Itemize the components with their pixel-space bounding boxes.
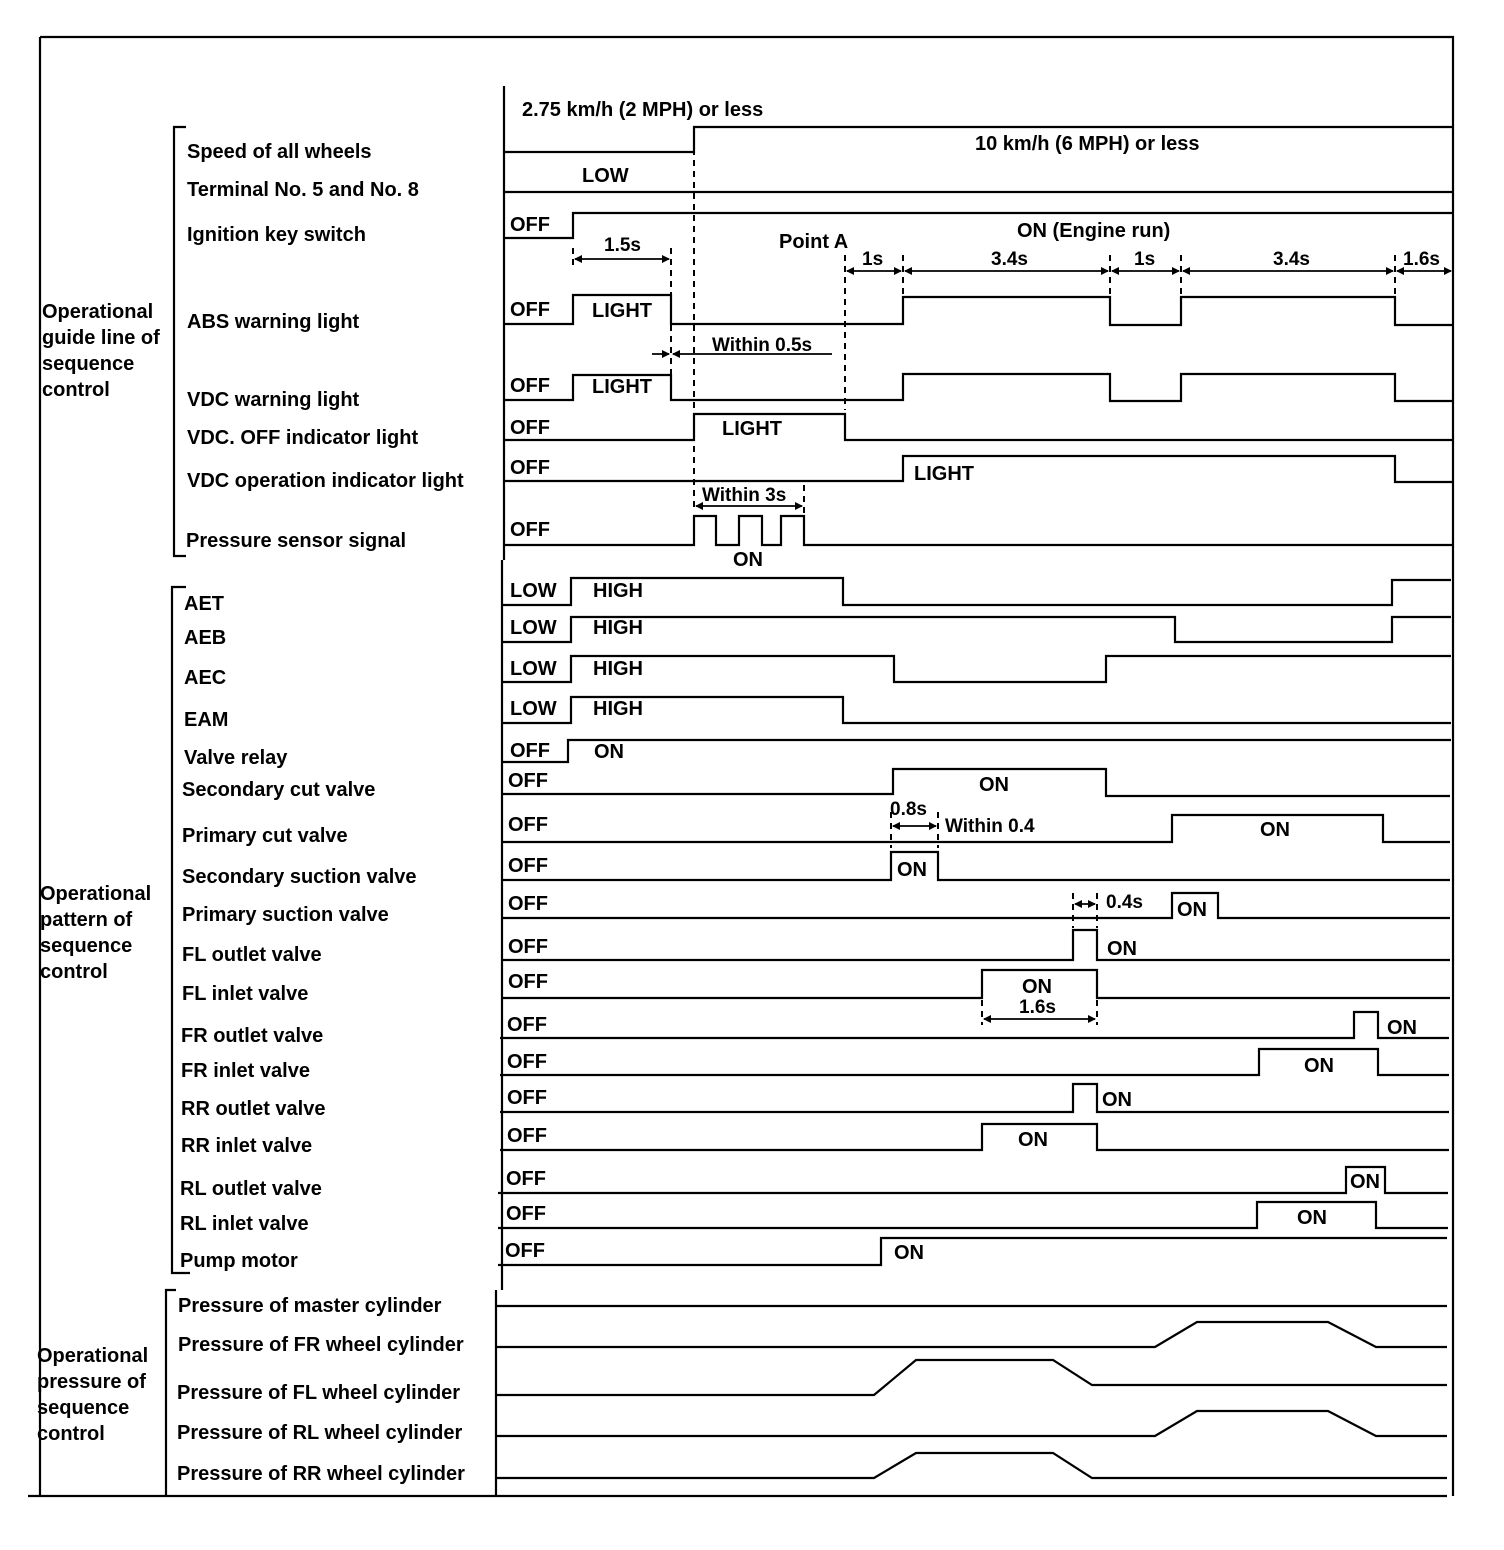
wave-secondary-suction <box>502 852 1450 880</box>
time-1-5s: 1.5s <box>604 235 641 256</box>
state-rl-inlet-on: ON <box>1297 1207 1327 1229</box>
time-within-3s: Within 3s <box>702 485 787 506</box>
state-rl-inlet-off: OFF <box>506 1203 546 1225</box>
wave-rr-inlet <box>500 1124 1449 1150</box>
wave-rr-wheel-cylinder <box>496 1453 1447 1478</box>
wave-primary-suction <box>502 893 1450 918</box>
state-fr-inlet-off: OFF <box>507 1051 547 1073</box>
signal-primary-suction-label: Primary suction valve <box>182 904 389 926</box>
bracket-guide <box>174 127 186 556</box>
state-abs-light: LIGHT <box>592 300 652 322</box>
state-vdc-warning-light: LIGHT <box>592 376 652 398</box>
time-3-4s-b: 3.4s <box>1273 249 1310 270</box>
signal-fl-outlet-label: FL outlet valve <box>182 944 322 966</box>
time-1s-b: 1s <box>1134 249 1156 270</box>
state-valve-relay-on: ON <box>594 741 624 763</box>
time-1-6s-b: 1.6s <box>1019 997 1056 1018</box>
wave-pressure-sensor <box>504 516 1453 545</box>
speed-threshold-high: 10 km/h (6 MPH) or less <box>975 133 1200 155</box>
time-within-0-5s: Within 0.5s <box>712 335 813 356</box>
state-aec-high: HIGH <box>593 658 643 680</box>
signal-secondary-cut-label: Secondary cut valve <box>182 779 376 801</box>
state-primary-suction-off: OFF <box>508 893 548 915</box>
state-aec-low: LOW <box>510 658 557 680</box>
signal-ignition-label: Ignition key switch <box>187 224 366 246</box>
signal-terminal-label: Terminal No. 5 and No. 8 <box>187 179 419 201</box>
column-separator <box>496 86 504 1496</box>
state-fl-outlet-off: OFF <box>508 936 548 958</box>
state-eam-high: HIGH <box>593 698 643 720</box>
state-rl-outlet-on: ON <box>1350 1171 1380 1193</box>
time-1s-a: 1s <box>862 249 884 270</box>
state-abs-off: OFF <box>510 299 550 321</box>
state-pump-motor-on: ON <box>894 1242 924 1264</box>
signal-rr-outlet-label: RR outlet valve <box>181 1098 326 1120</box>
state-rr-inlet-on: ON <box>1018 1129 1048 1151</box>
state-fl-inlet-off: OFF <box>508 971 548 993</box>
state-fl-outlet-on: ON <box>1107 938 1137 960</box>
wave-rl-outlet <box>498 1167 1448 1193</box>
signal-pump-motor-label: Pump motor <box>180 1250 298 1272</box>
wave-aeb <box>502 617 1451 642</box>
bracket-pressure <box>166 1290 176 1496</box>
wave-aec <box>502 656 1451 682</box>
state-primary-suction-on: ON <box>1177 899 1207 921</box>
wave-ignition <box>504 213 1453 238</box>
time-within-0-4: Within 0.4 <box>945 816 1035 837</box>
state-secondary-cut-off: OFF <box>508 770 548 792</box>
wave-fr-wheel-cylinder <box>496 1322 1447 1347</box>
state-valve-relay-off: OFF <box>510 740 550 762</box>
wave-vdc-off <box>504 414 1453 440</box>
state-pressure-sensor-on: ON <box>733 549 763 571</box>
state-vdc-op-off: OFF <box>510 457 550 479</box>
signal-aet-label: AET <box>184 593 224 615</box>
signal-vdc-off-label: VDC. OFF indicator light <box>187 427 419 449</box>
signal-fr-wheel-cylinder-label: Pressure of FR wheel cylinder <box>178 1334 464 1356</box>
signal-master-cylinder-label: Pressure of master cylinder <box>178 1295 442 1317</box>
signal-fl-inlet-label: FL inlet valve <box>182 983 309 1005</box>
signal-vdc-warning-label: VDC warning light <box>187 389 360 411</box>
wave-pump-motor <box>498 1238 1447 1265</box>
wave-fl-wheel-cylinder <box>496 1360 1447 1395</box>
group-guide: Operational guide line of sequence control <box>42 301 160 401</box>
state-vdc-op-light: LIGHT <box>914 463 974 485</box>
point-a-label: Point A <box>779 231 849 253</box>
state-rr-outlet-off: OFF <box>507 1087 547 1109</box>
state-secondary-suction-on: ON <box>897 859 927 881</box>
signal-rr-inlet-label: RR inlet valve <box>181 1135 313 1157</box>
wave-valve-relay <box>502 740 1451 762</box>
state-primary-cut-on: ON <box>1260 819 1290 841</box>
group-pressure: Operational pressure of sequence control <box>37 1345 149 1445</box>
state-rr-inlet-off: OFF <box>507 1125 547 1147</box>
state-secondary-suction-off: OFF <box>508 855 548 877</box>
signal-fl-wheel-cylinder-label: Pressure of FL wheel cylinder <box>177 1382 461 1404</box>
state-vdc-warning-off: OFF <box>510 375 550 397</box>
engine-run-label: ON (Engine run) <box>1017 220 1171 242</box>
signal-fr-outlet-label: FR outlet valve <box>181 1025 324 1047</box>
state-fr-inlet-on: ON <box>1304 1055 1334 1077</box>
wave-vdc-operation <box>504 456 1453 482</box>
signal-pressure-sensor-label: Pressure sensor signal <box>186 530 407 552</box>
wave-fl-outlet <box>502 930 1450 960</box>
wave-rl-wheel-cylinder <box>496 1411 1447 1436</box>
speed-threshold-low: 2.75 km/h (2 MPH) or less <box>522 99 764 121</box>
state-vdc-off-light: LIGHT <box>722 418 782 440</box>
state-pressure-sensor-off: OFF <box>510 519 550 541</box>
signal-secondary-suction-label: Secondary suction valve <box>182 866 417 888</box>
state-fl-inlet-on: ON <box>1022 976 1052 998</box>
signal-aec-label: AEC <box>184 667 227 689</box>
bracket-pattern <box>172 587 190 1273</box>
signal-fr-inlet-label: FR inlet valve <box>181 1060 310 1082</box>
wave-eam <box>502 697 1451 723</box>
state-rl-outlet-off: OFF <box>506 1168 546 1190</box>
wave-fr-outlet <box>500 1012 1449 1038</box>
state-terminal-low: LOW <box>582 165 629 187</box>
wave-secondary-cut <box>502 769 1450 796</box>
state-aet-low: LOW <box>510 580 557 602</box>
time-1-6s-a: 1.6s <box>1403 249 1440 270</box>
state-pump-motor-off: OFF <box>505 1240 545 1262</box>
signal-aeb-label: AEB <box>184 627 227 649</box>
wave-aet <box>502 578 1451 605</box>
state-aeb-low: LOW <box>510 617 557 639</box>
state-primary-cut-off: OFF <box>508 814 548 836</box>
signal-rl-wheel-cylinder-label: Pressure of RL wheel cylinder <box>177 1422 463 1444</box>
state-rr-outlet-on: ON <box>1102 1089 1132 1111</box>
group-pattern: Operational pattern of sequence control <box>40 883 152 983</box>
state-fr-outlet-off: OFF <box>507 1014 547 1036</box>
state-eam-low: LOW <box>510 698 557 720</box>
signal-vdc-operation-label: VDC operation indicator light <box>187 470 464 492</box>
state-fr-outlet-on: ON <box>1387 1017 1417 1039</box>
time-0-8s: 0.8s <box>890 799 927 820</box>
state-ignition-off: OFF <box>510 214 550 236</box>
signal-primary-cut-label: Primary cut valve <box>182 825 348 847</box>
signal-rl-outlet-label: RL outlet valve <box>180 1178 322 1200</box>
wave-fl-inlet <box>502 970 1450 998</box>
state-aeb-high: HIGH <box>593 617 643 639</box>
signal-speed-label: Speed of all wheels <box>187 141 372 163</box>
time-0-4s: 0.4s <box>1106 892 1143 913</box>
state-secondary-cut-on: ON <box>979 774 1009 796</box>
wave-rr-outlet <box>500 1084 1449 1112</box>
signal-rl-inlet-label: RL inlet valve <box>180 1213 309 1235</box>
signal-valve-relay-label: Valve relay <box>184 747 288 769</box>
signal-abs-warning-label: ABS warning light <box>187 311 360 333</box>
signal-rr-wheel-cylinder-label: Pressure of RR wheel cylinder <box>177 1463 465 1485</box>
time-3-4s-a: 3.4s <box>991 249 1028 270</box>
signal-eam-label: EAM <box>184 709 229 731</box>
state-aet-high: HIGH <box>593 580 643 602</box>
state-vdc-off-off: OFF <box>510 417 550 439</box>
